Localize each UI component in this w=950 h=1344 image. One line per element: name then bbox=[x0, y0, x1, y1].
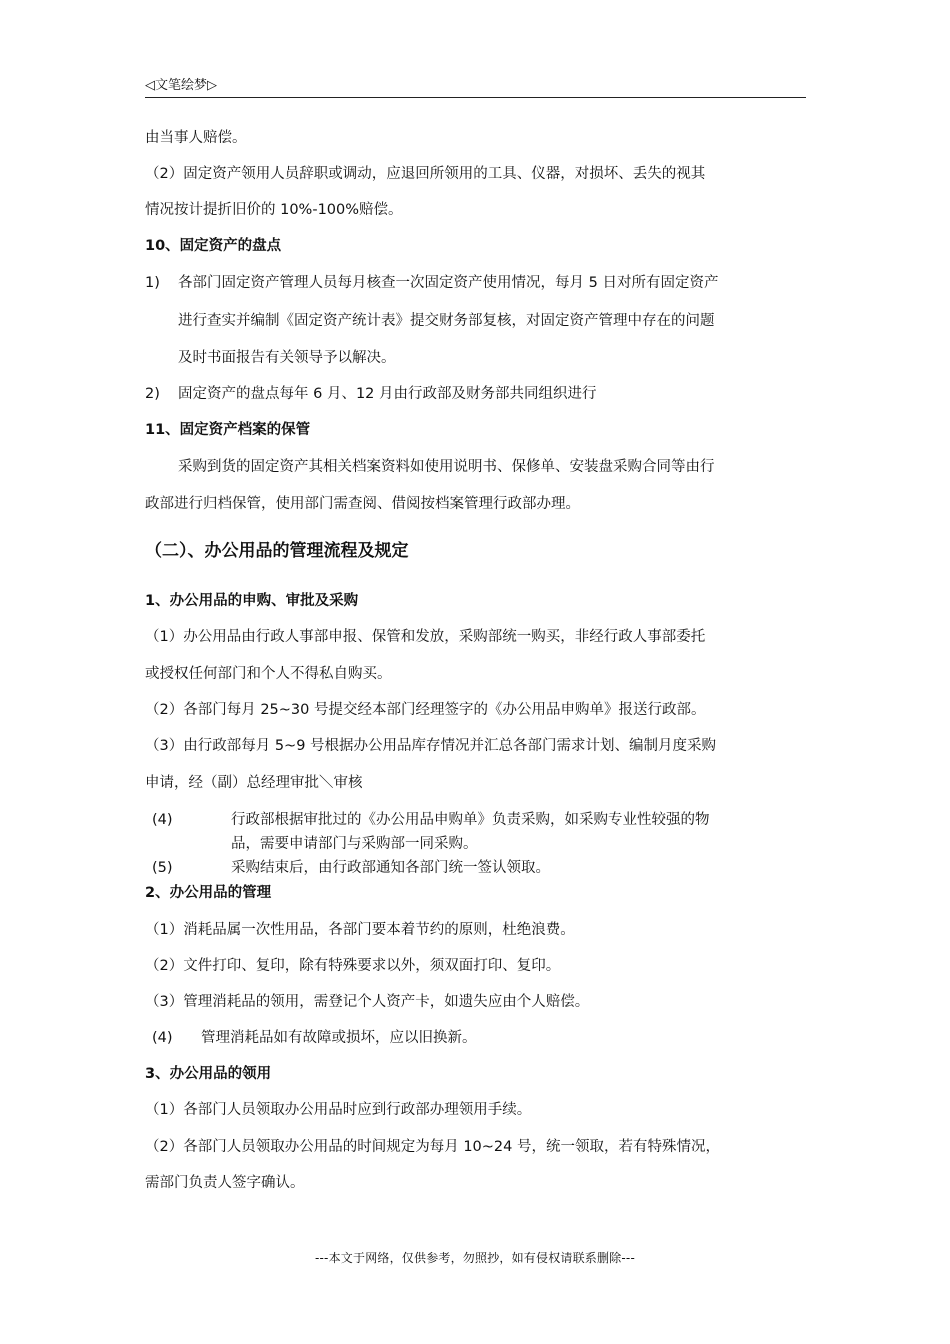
paragraph-line: （1）消耗品属一次性用品，各部门要本着节约的原则，杜绝浪费。 bbox=[145, 922, 575, 938]
paragraph-line: （2）各部门人员领取办公用品的时间规定为每月 10~24 号，统一领取，若有特殊情况， bbox=[145, 1139, 720, 1155]
list-number: 1) bbox=[145, 275, 160, 291]
section-heading: 1、办公用品的申购、审批及采购 bbox=[145, 593, 359, 609]
paragraph-line: （2）各部门每月 25~30 号提交经本部门经理签字的《办公用品申购单》报送行政部。 bbox=[145, 702, 706, 718]
paragraph-line: 由当事人赔偿。 bbox=[145, 130, 247, 146]
paragraph-line: 需部门负责人签字确认。 bbox=[145, 1175, 305, 1191]
paragraph-line: （1）各部门人员领取办公用品时应到行政部办理领用手续。 bbox=[145, 1102, 532, 1118]
paragraph-line: 采购结束后，由行政部通知各部门统一签认领取。 bbox=[231, 860, 550, 876]
paragraph-line: 固定资产的盘点每年 6 月、12 月由行政部及财务部共同组织进行 bbox=[178, 386, 597, 402]
paragraph-line: 情况按计提折旧价的 10%-100%赔偿。 bbox=[145, 202, 403, 218]
list-number: (4) bbox=[152, 1030, 173, 1046]
page-header: ◁文笔绘梦▷ bbox=[145, 78, 217, 93]
list-number: (4) bbox=[152, 812, 173, 828]
section-heading: 3、办公用品的领用 bbox=[145, 1066, 272, 1082]
paragraph-line: 各部门固定资产管理人员每月核查一次固定资产使用情况，每月 5 日对所有固定资产 bbox=[178, 275, 719, 291]
paragraph-line: 采购到货的固定资产其相关档案资料如使用说明书、保修单、安装盘采购合同等由行 bbox=[178, 459, 715, 475]
list-number: 2) bbox=[145, 386, 160, 402]
paragraph-line: （2）文件打印、复印，除有特殊要求以外，须双面打印、复印。 bbox=[145, 958, 561, 974]
paragraph-line: （3）管理消耗品的领用，需登记个人资产卡，如遗失应由个人赔偿。 bbox=[145, 994, 590, 1010]
section-heading: 10、固定资产的盘点 bbox=[145, 238, 282, 254]
paragraph-line: 行政部根据审批过的《办公用品申购单》负责采购，如采购专业性较强的物 bbox=[231, 812, 710, 828]
paragraph-line: （1）办公用品由行政人事部申报、保管和发放，采购部统一购买，非经行政人事部委托 bbox=[145, 629, 706, 645]
paragraph-line: 品，需要申请部门与采购部一同采购。 bbox=[231, 836, 478, 852]
paragraph-line: 或授权任何部门和个人不得私自购买。 bbox=[145, 666, 392, 682]
paragraph-line: 申请，经（副）总经理审批＼审核 bbox=[145, 775, 363, 791]
paragraph-line: （3）由行政部每月 5~9 号根据办公用品库存情况并汇总各部门需求计划、编制月度采购 bbox=[145, 738, 717, 754]
chapter-heading: （二）、办公用品的管理流程及规定 bbox=[145, 541, 409, 561]
header-rule bbox=[145, 97, 806, 98]
paragraph-line: 政部进行归档保管，使用部门需查阅、借阅按档案管理行政部办理。 bbox=[145, 496, 580, 512]
page-footer: ---本文于网络，仅供参考，勿照抄，如有侵权请联系删除--- bbox=[315, 1251, 635, 1265]
section-heading: 2、办公用品的管理 bbox=[145, 885, 272, 901]
paragraph-line: 管理消耗品如有故障或损坏，应以旧换新。 bbox=[201, 1030, 477, 1046]
section-heading: 11、固定资产档案的保管 bbox=[145, 422, 311, 438]
paragraph-line: （2）固定资产领用人员辞职或调动，应退回所领用的工具、仪器，对损坏、丢失的视其 bbox=[145, 166, 706, 182]
paragraph-line: 及时书面报告有关领导予以解决。 bbox=[178, 350, 396, 366]
list-number: (5) bbox=[152, 860, 173, 876]
paragraph-line: 进行查实并编制《固定资产统计表》提交财务部复核，对固定资产管理中存在的问题 bbox=[178, 313, 715, 329]
